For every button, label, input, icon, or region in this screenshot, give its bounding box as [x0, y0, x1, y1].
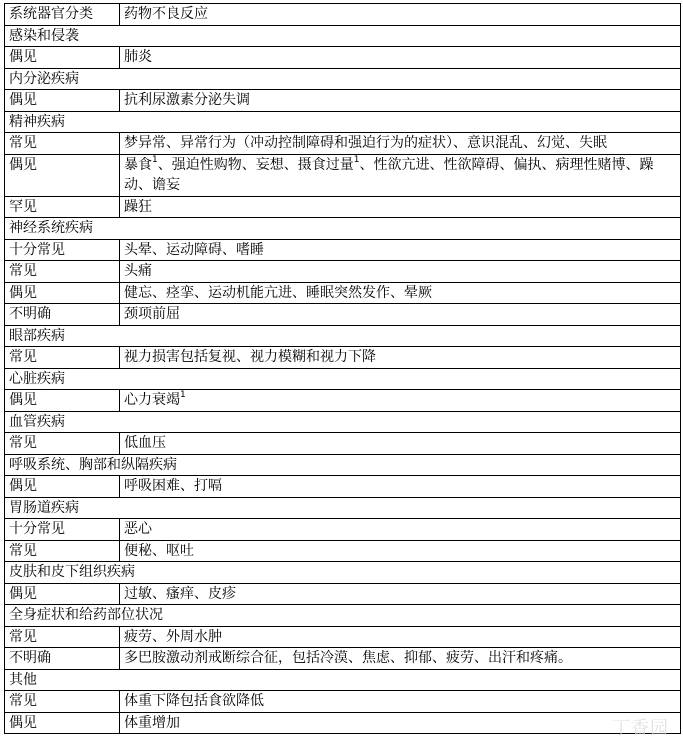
reaction-cell [120, 261, 681, 283]
table-row [5, 154, 681, 196]
section-title: 其他 [5, 669, 681, 691]
section-row [5, 25, 681, 47]
section-title: 眼部疾病 [5, 325, 681, 347]
reaction-text: 、性欲亢进、性欲障碍、偏执、病理性赌博、躁动、谵妄 [124, 156, 654, 193]
section-title: 内分泌疾病 [5, 68, 681, 90]
reaction-cell [120, 347, 681, 369]
reaction-cell [120, 626, 681, 648]
reaction-cell [120, 540, 681, 562]
table-row [5, 282, 681, 304]
section-row [5, 218, 681, 240]
reaction-cell [120, 90, 681, 112]
reaction-text: 低血压 [124, 435, 166, 451]
reaction-text: 过敏、瘙痒、皮疹 [124, 585, 236, 602]
footnote-marker: 1 [353, 154, 360, 165]
adverse-reactions-table-container [4, 3, 680, 734]
frequency-cell: 偶见 [5, 390, 120, 412]
reaction-text: 心力衰竭 [124, 392, 180, 408]
section-row [5, 68, 681, 90]
frequency-cell: 常见 [5, 691, 120, 713]
section-row [5, 325, 681, 347]
section-title: 神经系统疾病 [5, 218, 681, 240]
frequency-cell: 常见 [5, 433, 120, 455]
frequency-cell: 偶见 [5, 47, 120, 69]
reaction-cell [120, 282, 681, 304]
reaction-cell [120, 648, 681, 670]
section-title: 呼吸系统、胸部和纵隔疾病 [5, 454, 681, 476]
reaction-text: 躁狂 [124, 198, 152, 215]
table-row [5, 519, 681, 541]
section-row [5, 411, 681, 433]
reaction-text: 疲劳、外周水肿 [124, 628, 222, 645]
section-title: 心脏疾病 [5, 368, 681, 390]
reaction-cell [120, 476, 681, 498]
reaction-cell [120, 196, 681, 218]
reaction-text: 体重增加 [124, 714, 180, 731]
reaction-text: 头晕、运动障碍、嗜睡 [124, 241, 264, 258]
section-row [5, 497, 681, 519]
table-row [5, 47, 681, 69]
section-title: 全身症状和给药部位状况 [5, 605, 681, 627]
frequency-cell: 偶见 [5, 583, 120, 605]
frequency-cell: 不明确 [5, 304, 120, 326]
frequency-cell: 偶见 [5, 282, 120, 304]
reaction-text: 视力损害包括复视、视力模糊和视力下降 [124, 349, 376, 365]
table-row [5, 390, 681, 412]
section-row [5, 454, 681, 476]
reaction-cell [120, 154, 681, 196]
table-row [5, 239, 681, 261]
table-row [5, 712, 681, 734]
reaction-text: 呼吸困难、打嗝 [124, 478, 222, 494]
table-row [5, 433, 681, 455]
reaction-text: 颈项前屈 [124, 306, 180, 322]
frequency-cell: 常见 [5, 133, 120, 155]
reaction-cell [120, 433, 681, 455]
frequency-cell: 偶见 [5, 154, 120, 196]
frequency-cell: 十分常见 [5, 239, 120, 261]
reaction-text: 便秘、呕吐 [124, 542, 194, 559]
frequency-cell: 常见 [5, 347, 120, 369]
section-row [5, 562, 681, 584]
section-row [5, 605, 681, 627]
reaction-text: 健忘、痉挛、运动机能亢进、睡眠突然发作、晕厥 [124, 284, 432, 301]
header-adverse-reaction: 药物不良反应 [120, 4, 681, 26]
site-watermark: 丁香园 [612, 718, 669, 739]
reaction-text: 梦异常、异常行为（冲动控制障碍和强迫行为的症状）、意识混乱、幻觉、失眠 [124, 135, 607, 151]
frequency-cell: 偶见 [5, 476, 120, 498]
section-title: 胃肠道疾病 [5, 497, 681, 519]
reaction-cell [120, 712, 681, 734]
footnote-marker: 1 [152, 154, 158, 165]
reaction-text: 多巴胺激动剂戒断综合征，包括冷漠、焦虑、抑郁、疲劳、出汗和疼痛。 [124, 650, 572, 666]
table-row [5, 133, 681, 155]
reaction-cell [120, 583, 681, 605]
table-header-row [5, 4, 681, 26]
section-row [5, 111, 681, 133]
reaction-text: 暴食 [124, 156, 152, 173]
reaction-text: 头痛 [124, 263, 152, 279]
table-row [5, 583, 681, 605]
table-row [5, 347, 681, 369]
reaction-text: 抗利尿激素分泌失调 [124, 92, 250, 108]
table-row [5, 261, 681, 283]
table-row [5, 648, 681, 670]
table-row [5, 691, 681, 713]
reaction-cell [120, 390, 681, 412]
frequency-cell: 常见 [5, 540, 120, 562]
table-row [5, 626, 681, 648]
reaction-cell [120, 519, 681, 541]
table-body [5, 25, 681, 734]
reaction-text: 肺炎 [124, 49, 152, 65]
frequency-cell: 不明确 [5, 648, 120, 670]
section-title: 感染和侵袭 [5, 25, 681, 47]
table-row [5, 196, 681, 218]
frequency-cell: 常见 [5, 261, 120, 283]
table-row [5, 90, 681, 112]
section-row [5, 368, 681, 390]
reaction-cell [120, 304, 681, 326]
reaction-cell [120, 691, 681, 713]
reaction-cell [120, 239, 681, 261]
reaction-text: 体重下降包括食欲降低 [124, 693, 264, 709]
section-title: 精神疾病 [5, 111, 681, 133]
reaction-text: 恶心 [124, 521, 152, 537]
frequency-cell: 偶见 [5, 90, 120, 112]
section-title: 皮肤和皮下组织疾病 [5, 562, 681, 584]
reaction-text: 、强迫性购物、妄想、摄食过量 [157, 156, 354, 173]
section-title: 血管疾病 [5, 411, 681, 433]
frequency-cell: 偶见 [5, 712, 120, 734]
header-organ-class: 系统器官分类 [5, 4, 120, 26]
reaction-cell [120, 133, 681, 155]
footnote-marker: 1 [180, 390, 186, 400]
table-row [5, 540, 681, 562]
frequency-cell: 常见 [5, 626, 120, 648]
reaction-cell [120, 47, 681, 69]
adverse-reactions-table [4, 3, 681, 734]
frequency-cell: 罕见 [5, 196, 120, 218]
table-row [5, 304, 681, 326]
frequency-cell: 十分常见 [5, 519, 120, 541]
section-row [5, 669, 681, 691]
table-row [5, 476, 681, 498]
